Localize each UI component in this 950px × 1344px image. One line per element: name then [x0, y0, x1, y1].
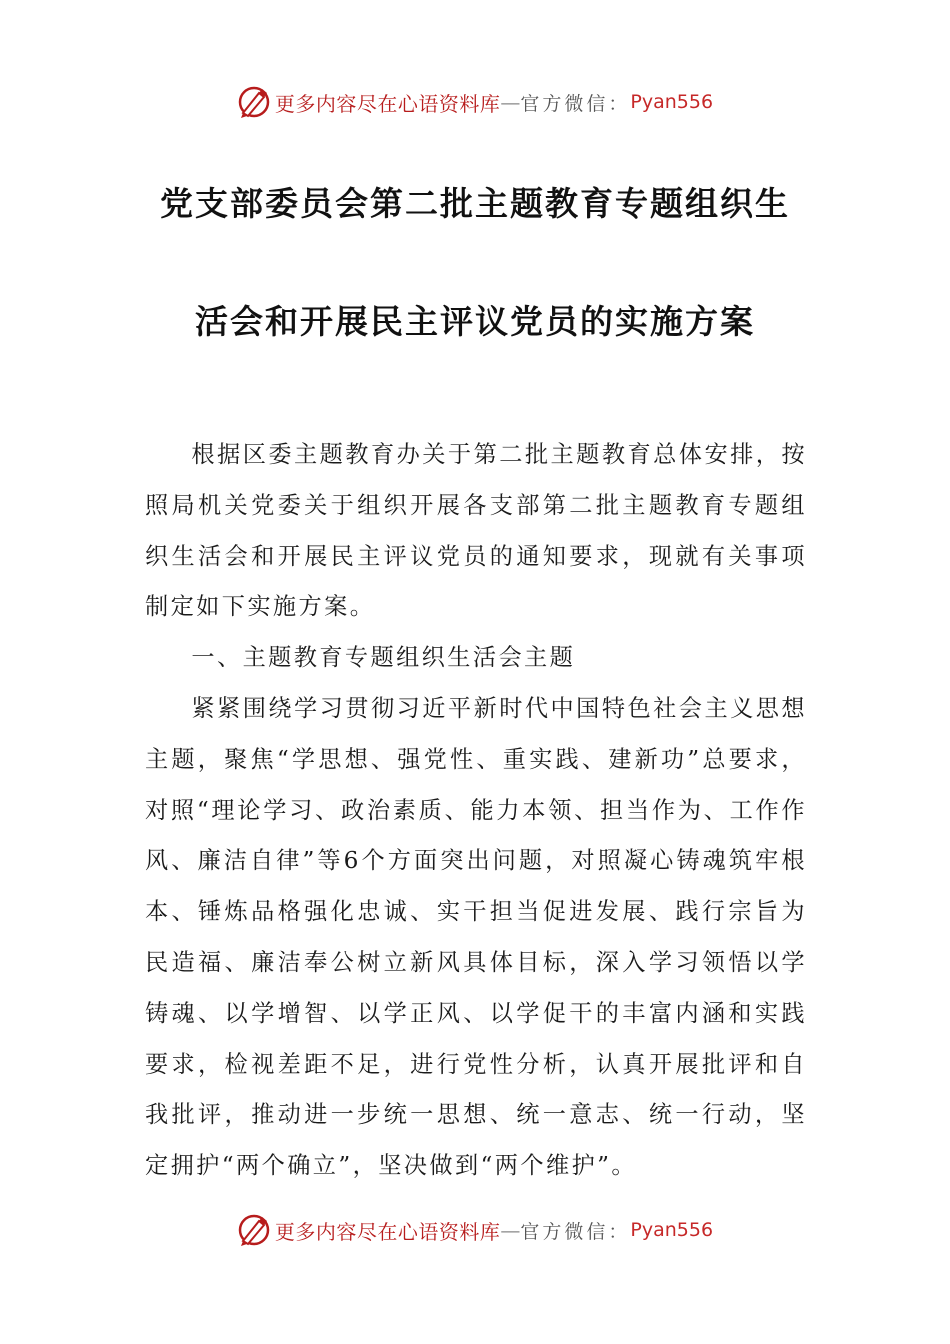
watermark-wechat-label: 官方微信：: [520, 1220, 631, 1243]
watermark-banner-bottom: [0, 1210, 950, 1250]
pen-circle-logo-icon: [237, 85, 271, 119]
watermark-separator: —: [500, 90, 521, 114]
watermark-site-text: 更多内容尽在心语资料库: [274, 91, 501, 116]
document-body: [145, 430, 807, 1192]
section-heading-1: 一、主题教育专题组织生活会主题: [191, 644, 576, 672]
document-title-line-1: 党支部委员会第二批主题教育专题组织生: [160, 184, 790, 223]
watermark-wechat-id: Pyan556: [630, 1219, 714, 1241]
watermark-wechat-id: Pyan556: [630, 91, 714, 113]
watermark-site-text: 更多内容尽在心语资料库: [274, 1219, 501, 1244]
watermark-wechat-label: 官方微信：: [520, 92, 631, 115]
watermark-separator: —: [500, 1218, 521, 1242]
watermark-banner-top: [0, 82, 950, 122]
intro-paragraph: 根据区委主题教育办关于第二批主题教育总体安排，按照局机关党委关于组织开展各支部第二批主题教育专题组织生活会和开展民主评议党员的通知要求，现就有关事项制定如下实施方案。: [145, 441, 807, 621]
pen-circle-logo-icon: [237, 1213, 271, 1247]
section-1-paragraph: 紧紧围绕学习贯彻习近平新时代中国特色社会主义思想主题，聚焦“学思想、强党性、重实践、建新功”总要求，对照“理论学习、政治素质、能力本领、担当作为、工作作风、廉洁自律”等6个方面突出问题，对照凝心铸魂筑牢根本、锤炼品格强化忠诚、实干担当促进发展、践行宗旨为民造福、廉洁奉公树立新风具体目标，深入学习领悟以学铸魂、以学增智、以学正风、以学促干的丰富内涵和实践要求，检视差距不足，进行党性分析，认真开展批评和自我批评，推动进一步统一思想、统一意志、统一行动，坚定拥护“两个确立”，坚决做到“两个维护”。: [145, 694, 807, 1180]
document-title-line-2: 活会和开展民主评议党员的实施方案: [195, 302, 755, 341]
